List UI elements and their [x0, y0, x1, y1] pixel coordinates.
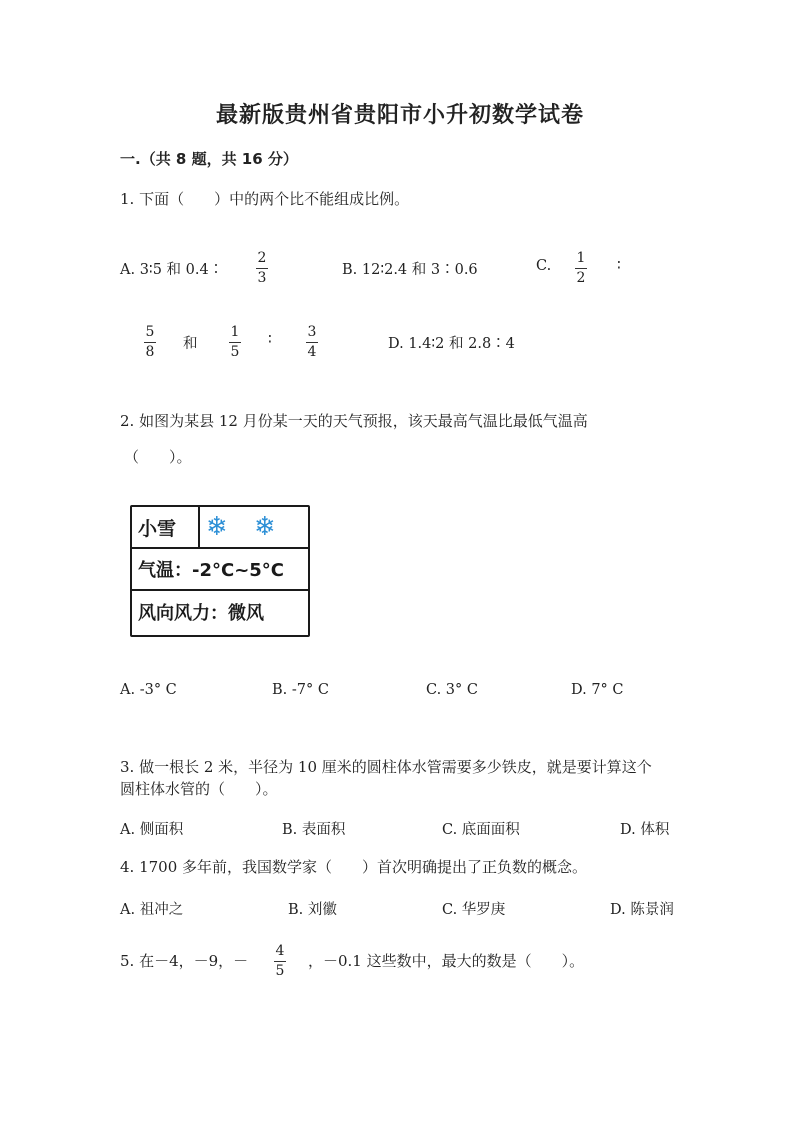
weather-condition-label: 小雪: [138, 517, 177, 540]
q2-option-b: B. -7° C: [272, 682, 329, 698]
question-2-stem-line2: （ ）。: [124, 448, 192, 466]
q2-option-a: A. -3° C: [120, 682, 177, 698]
fraction-denominator: 3: [257, 270, 267, 286]
question-5-stem-part2: ，－0.1 这些数中，最大的数是（ ）。: [308, 952, 585, 970]
fraction-denominator: 8: [145, 344, 155, 360]
fraction-numerator: 2: [257, 250, 267, 266]
q4-option-d: D. 陈景润: [610, 902, 674, 918]
weather-row-temperature: [132, 549, 308, 591]
fraction-denominator: 5: [275, 963, 285, 979]
fraction-numerator: 4: [275, 943, 285, 959]
question-3-stem-line2: 圆柱体水管的（ ）。: [120, 780, 278, 798]
q1-option-d: D. 1.4∶2 和 2.8∶4: [388, 336, 515, 352]
fraction-numerator: 3: [307, 324, 317, 340]
weather-forecast-card: [130, 505, 310, 637]
fraction-numerator: 5: [145, 324, 155, 340]
q2-option-d: D. 7° C: [571, 682, 624, 698]
q1-option-c-fraction-3: [229, 325, 241, 360]
fraction-numerator: 1: [576, 250, 586, 266]
section-heading: 一.（共 8 题，共 16 分）: [120, 150, 298, 168]
q3-option-d: D. 体积: [620, 822, 670, 838]
q1-option-b: B. 12∶2.4 和 3∶0.6: [342, 262, 478, 278]
q1-option-a: A. 3∶5 和 0.4∶: [120, 262, 224, 278]
weather-temperature-text: 气温：-2°C~5°C: [138, 560, 285, 581]
q1-option-a-fraction: [256, 251, 268, 286]
q1-option-c-fraction-4: [306, 325, 318, 360]
snowflake-icon: ❄: [206, 512, 228, 542]
weather-wind-text: 风向风力：微风: [138, 603, 264, 624]
q4-option-a: A. 祖冲之: [120, 902, 184, 918]
ratio-colon: ∶: [617, 258, 621, 274]
q3-option-b: B. 表面积: [282, 822, 346, 838]
ratio-colon: ∶: [268, 332, 272, 348]
question-5-stem-part1: 5. 在－4，－9，－: [120, 952, 249, 970]
q4-option-c: C. 华罗庚: [442, 902, 506, 918]
q1-option-c-fraction-2: [144, 325, 156, 360]
question-4-stem: 4. 1700 多年前，我国数学家（ ）首次明确提出了正负数的概念。: [120, 858, 588, 876]
fraction-denominator: 5: [230, 344, 240, 360]
q5-fraction: [274, 944, 286, 979]
q2-option-c: C. 3° C: [426, 682, 478, 698]
weather-row-condition: [132, 507, 308, 549]
q4-option-b: B. 刘徽: [288, 902, 337, 918]
fraction-numerator: 1: [230, 324, 240, 340]
question-1-stem: 1. 下面（ ）中的两个比不能组成比例。: [120, 190, 410, 208]
snowflake-icon: ❄: [254, 512, 276, 542]
q3-option-c: C. 底面面积: [442, 822, 520, 838]
q3-option-a: A. 侧面积: [120, 822, 184, 838]
question-3-stem: 3. 做一根长 2 米，半径为 10 厘米的圆柱体水管需要多少铁皮，就是要计算这个: [120, 758, 652, 776]
q1-option-c: C.: [536, 258, 552, 274]
question-2-stem: 2. 如图为某县 12 月份某一天的天气预报，该天最高气温比最低气温高: [120, 412, 588, 430]
weather-row-wind: [132, 591, 308, 633]
fraction-denominator: 2: [576, 270, 586, 286]
q1-option-c-fraction-1: [575, 251, 587, 286]
exam-title: 最新版贵州省贵阳市小升初数学试卷: [215, 103, 584, 128]
and-word: 和: [183, 336, 198, 352]
fraction-denominator: 4: [307, 344, 317, 360]
